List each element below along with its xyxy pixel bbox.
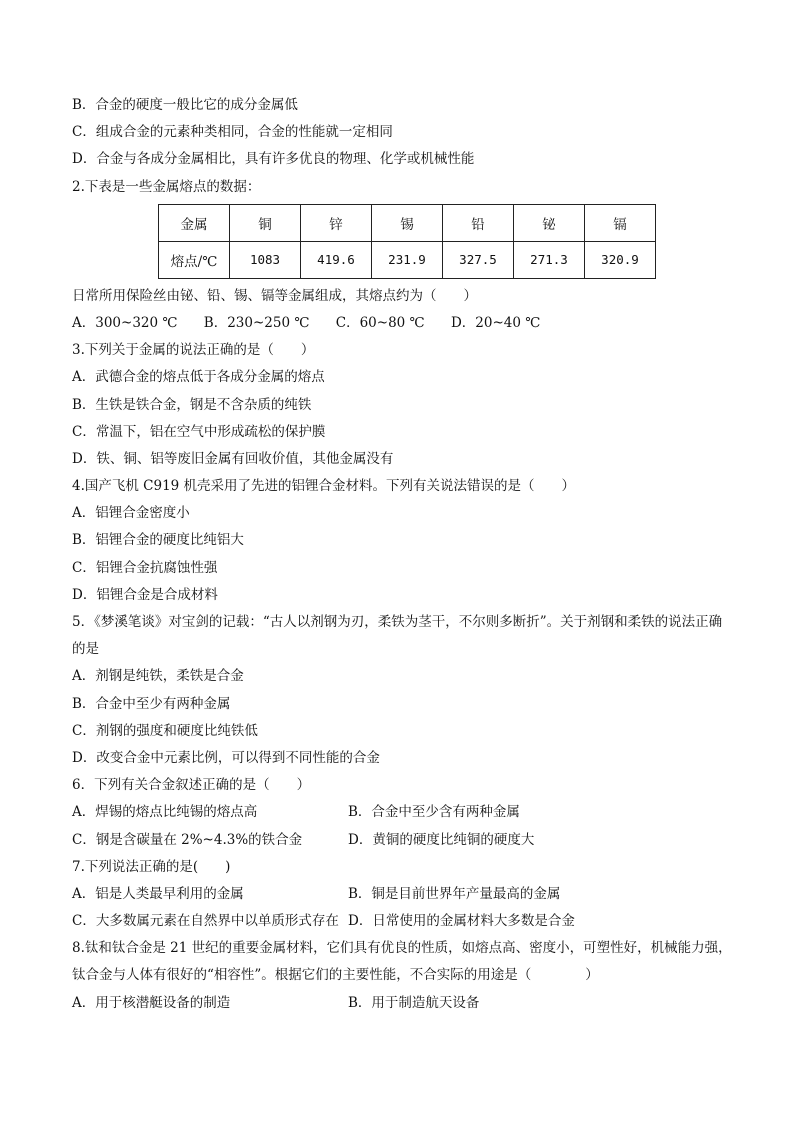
q7-options-row-2 xyxy=(72,908,732,935)
table-cell: 镉 xyxy=(585,204,656,241)
melting-point-table xyxy=(158,204,656,279)
q1-option-c: C．组成合金的元素种类相同，合金的性能就一定相同 xyxy=(72,124,393,141)
q2-stem: 2.下表是一些金属熔点的数据： xyxy=(72,178,261,195)
q4-stem: 4.国产飞机 C919 机壳采用了先进的铝锂合金材料。下列有关说法错误的是（ ） xyxy=(72,478,576,495)
q6-options-row-2 xyxy=(72,827,732,854)
q5-option-a: A．剂钢是纯铁，柔铁是合金 xyxy=(72,668,244,685)
q7-option-b: B．铜是目前世界年产量最高的金属 xyxy=(348,885,561,902)
worksheet-page xyxy=(72,92,732,1017)
q8-options-row-1 xyxy=(72,990,732,1017)
q7-stem: 7.下列说法正确的是( ) xyxy=(72,858,231,875)
q5-option-c: C．剂钢的强度和硬度比纯铁低 xyxy=(72,722,258,739)
q3-stem: 3.下列关于金属的说法正确的是（ ） xyxy=(72,342,315,359)
q2-option-d: D．20~40 ℃ xyxy=(450,314,541,331)
q1-option-d: D．合金与各成分金属相比，具有许多优良的物理、化学或机械性能 xyxy=(72,151,475,168)
q1-option-b: B．合金的硬度一般比它的成分金属低 xyxy=(72,97,298,113)
table-cell: 231.9 xyxy=(372,241,443,278)
q7-option-c: C．大多数属元素在自然界中以单质形式存在 xyxy=(72,913,339,930)
q2-question: 日常所用保险丝由铋、铅、锡、镉等金属组成，其熔点约为（ ） xyxy=(72,287,477,304)
q5-option-d: D．改变合金中元素比例，可以得到不同性能的合金 xyxy=(72,749,380,766)
q4-option-c: C．铝锂合金抗腐蚀性强 xyxy=(72,559,218,576)
q2-options xyxy=(72,310,732,337)
q4-option-a: A．铝锂合金密度小 xyxy=(72,505,190,522)
q3-option-c: C．常温下，铝在空气中形成疏松的保护膜 xyxy=(72,423,326,440)
table-cell: 1083 xyxy=(230,241,301,278)
table-cell: 271.3 xyxy=(514,241,585,278)
q7-option-a: A．铝是人类最早利用的金属 xyxy=(72,885,244,902)
q4-option-b: B．铝锂合金的硬度比纯铝大 xyxy=(72,532,244,549)
q6-options-row-1 xyxy=(72,799,732,826)
table-cell: 320.9 xyxy=(585,241,656,278)
q3-option-b: B．生铁是铁合金，钢是不含杂质的纯铁 xyxy=(72,396,312,413)
table-cell: 419.6 xyxy=(301,241,372,278)
q7-options-row-1 xyxy=(72,881,732,908)
q6-stem: 6．下列有关合金叙述正确的是（ ） xyxy=(72,777,311,794)
table-cell: 327.5 xyxy=(443,241,514,278)
table-cell: 铋 xyxy=(514,204,585,241)
q2-option-b: B．230~250 ℃ xyxy=(203,314,310,331)
table-cell: 锌 xyxy=(301,204,372,241)
table-cell: 铅 xyxy=(443,204,514,241)
q3-option-d: D．铁、铜、铝等废旧金属有回收价值，其他金属没有 xyxy=(72,450,394,467)
q8-option-a: A．用于核潜艇设备的制造 xyxy=(72,994,231,1011)
q5-stem: 5．《梦溪笔谈》对宝剑的记载：“古人以剂钢为刃，柔铁为茎干，不尔则多断折”。关于剂钢和柔铁的说法正确的是 xyxy=(72,614,723,658)
q5-option-b: B．合金中至少有两种金属 xyxy=(72,695,231,712)
table-header-cell: 金属 xyxy=(159,204,230,241)
table-header-cell: 熔点/℃ xyxy=(159,241,230,278)
q2-option-c: C．60~80 ℃ xyxy=(335,314,425,331)
table-cell: 锡 xyxy=(372,204,443,241)
table-row xyxy=(159,241,656,278)
table-cell: 铜 xyxy=(230,204,301,241)
q6-option-b: B．合金中至少含有两种金属 xyxy=(348,804,520,821)
q4-option-d: D．铝锂合金是合成材料 xyxy=(72,586,218,603)
q6-option-a: A．焊锡的熔点比纯锡的熔点高 xyxy=(72,804,258,821)
q3-option-a: A．武德合金的熔点低于各成分金属的熔点 xyxy=(72,369,325,386)
q6-option-c: C．钢是含碳量在 2%~4.3%的铁合金 xyxy=(72,831,303,848)
q8-stem: 8.钛和钛合金是 21 世纪的重要金属材料，它们具有优良的性质，如熔点高、密度小，可塑性好，机械能力强，钛合金与人体有很好的“相容性”。根据它们的主要性能，不合实际的用途是（ ） xyxy=(72,940,732,984)
q7-option-d: D．日常使用的金属材料大多数是合金 xyxy=(348,913,575,930)
table-row xyxy=(159,204,656,241)
q6-option-d: D．黄铜的硬度比纯铜的硬度大 xyxy=(348,831,535,848)
q8-option-b: B．用于制造航天设备 xyxy=(348,994,480,1011)
q2-option-a: A．300~320 ℃ xyxy=(72,314,178,331)
